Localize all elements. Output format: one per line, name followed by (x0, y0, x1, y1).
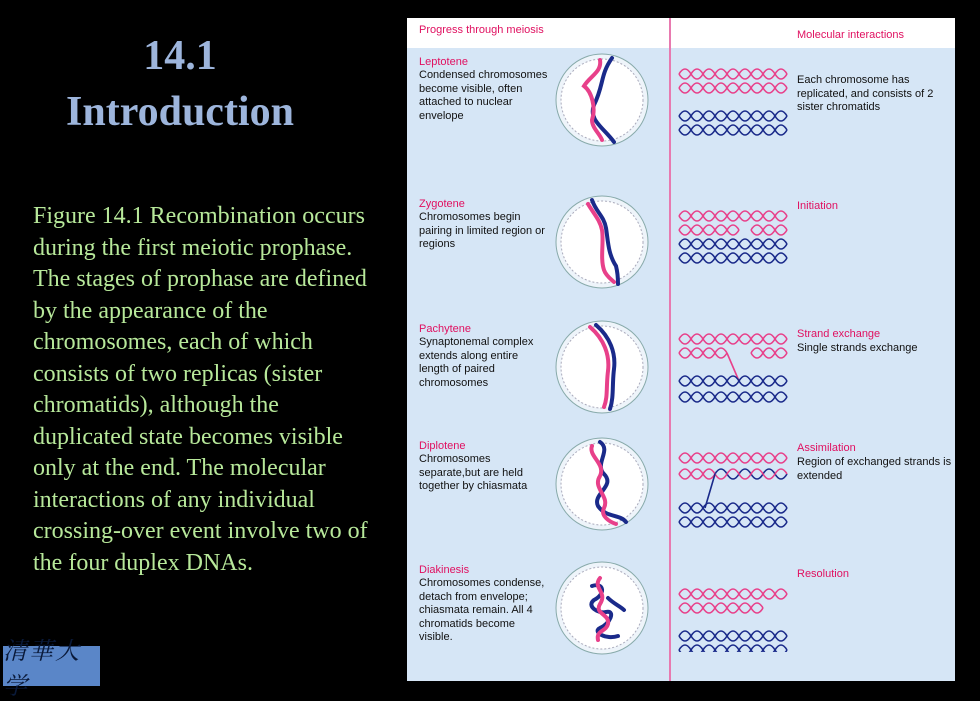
left-column-header: Progress through meiosis (419, 24, 544, 36)
stage-pachytene (407, 323, 955, 443)
nucleus-diagram (552, 434, 652, 534)
molecular-label: Initiation (797, 200, 838, 212)
nucleus-diagram (552, 558, 652, 658)
molecular-description: Region of exchanged strands is extended (797, 456, 952, 482)
molecular-label: Resolution (797, 568, 849, 580)
stage-description: Synaptonemal complex extends along entire length of paired chromosomes (419, 336, 534, 389)
slide-heading: Introduction (66, 89, 294, 135)
university-logo: 清華大学 (3, 646, 100, 686)
molecular-label: Assimilation (797, 442, 856, 454)
molecular-description: Single strands exchange (797, 342, 918, 354)
stage-name: Zygotene (419, 198, 465, 210)
dna-duplexes (677, 64, 792, 144)
meiosis-figure (407, 18, 955, 681)
slide-title (20, 28, 340, 140)
slide-number: 14.1 (143, 33, 217, 79)
molecular-description: Each chromosome has replicated, and consists of 2 sister chromatids (797, 74, 934, 113)
stage-name: Pachytene (419, 323, 471, 335)
right-column-header: Molecular interactions (797, 29, 904, 41)
stage-diakinesis (407, 564, 955, 684)
stage-leptotene (407, 56, 955, 176)
dna-duplexes (677, 206, 792, 286)
molecular-label: Strand exchange (797, 328, 881, 340)
stage-diplotene (407, 440, 955, 560)
dna-duplexes (677, 331, 792, 411)
dna-duplexes (677, 448, 792, 528)
stage-name: Leptotene (419, 56, 468, 68)
nucleus-diagram (552, 50, 652, 150)
stage-zygotene (407, 198, 955, 318)
nucleus-diagram (552, 317, 652, 417)
stage-name: Diakinesis (419, 564, 470, 576)
figure-caption: Figure 14.1 Recombination occurs during the first meiotic prophase. The stages of prophase are defined by the appearance of the chromosomes, each of which consists of two replicas (sister chromatids), although the duplicated state becomes visible only at the end. The molecular interactions of any individual crossing-over event involve two of the four duplex DNAs. (33, 203, 368, 576)
stage-description: Chromosomes begin pairing in limited region or regions (419, 211, 545, 250)
stage-description: Chromosomes separate,but are held together by chiasmata (419, 453, 528, 492)
stage-name: Diplotene (419, 440, 466, 452)
stage-description: Condensed chromosomes become visible, often attached to nuclear envelope (419, 69, 548, 122)
dna-duplexes (677, 572, 792, 652)
stage-description: Chromosomes condense, detach from envelope; chiasmata remain. All 4 chromatids become visible. (419, 577, 545, 643)
nucleus-diagram (552, 192, 652, 292)
